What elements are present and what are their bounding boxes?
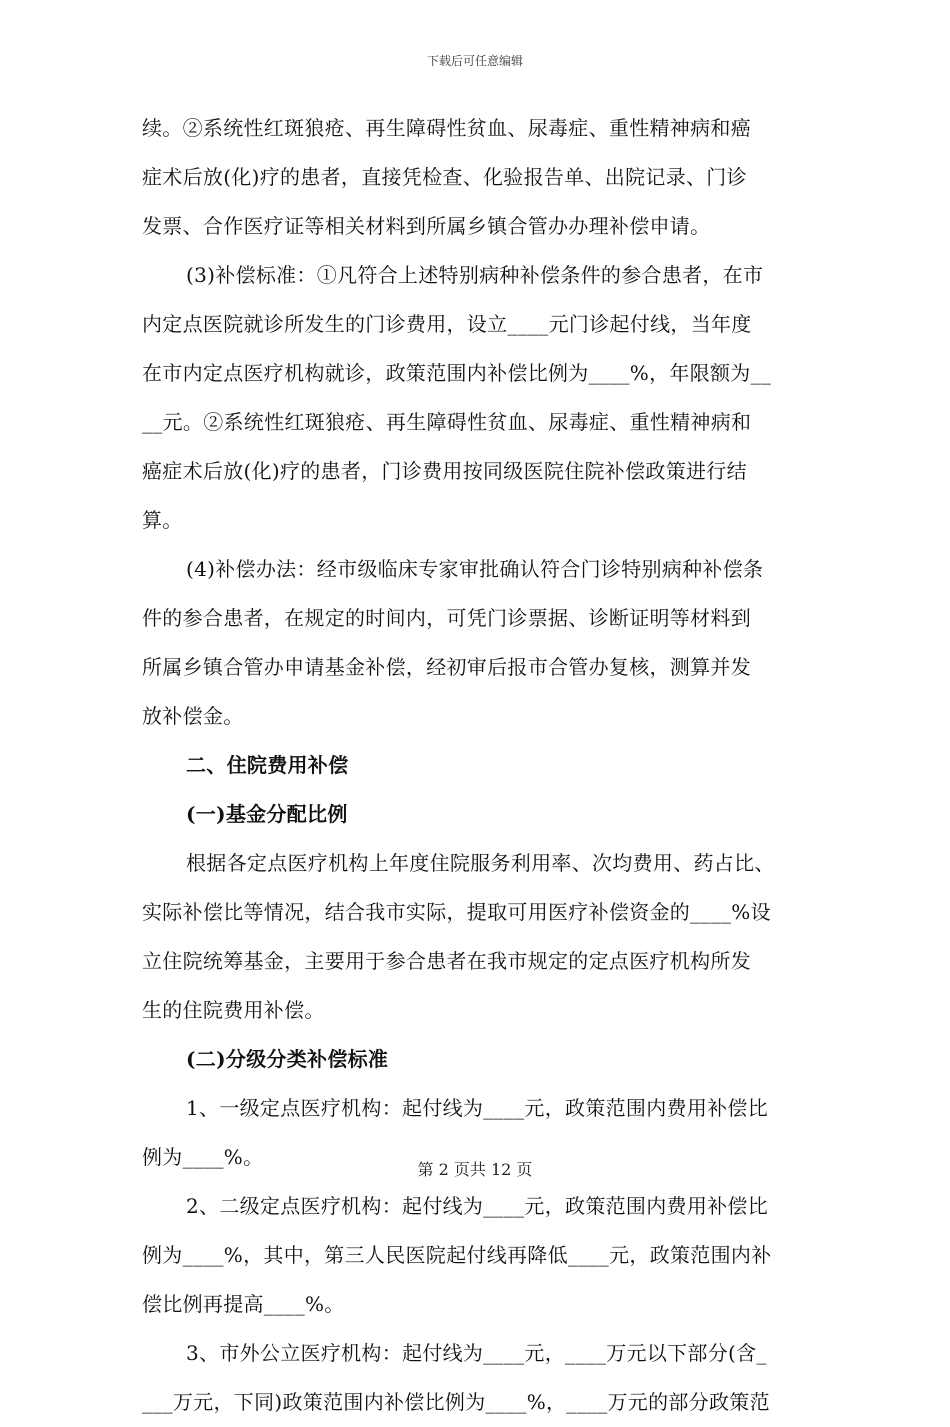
paragraph-line: 1、一级定点医疗机构：起付线为____元，政策范围内费用补偿比 — [186, 1096, 769, 1120]
paragraph-line: (3)补偿标准：①凡符合上述特别病种补偿条件的参合患者，在市 — [186, 263, 764, 287]
paragraph-line: 实际补偿比等情况，结合我市实际，提取可用医疗补偿资金的____%设 — [142, 900, 771, 924]
subsection-heading: (二)分级分类补偿标准 — [186, 1047, 389, 1071]
paragraph-line: 件的参合患者，在规定的时间内，可凭门诊票据、诊断证明等材料到 — [142, 606, 751, 630]
section-heading: 二、住院费用补偿 — [186, 753, 349, 777]
paragraph-line: 在市内定点医疗机构就诊，政策范围内补偿比例为____%，年限额为__ — [142, 361, 772, 385]
paragraph-line: 生的住院费用补偿。 — [142, 998, 325, 1022]
paragraph-line: 3、市外公立医疗机构：起付线为____元，____万元以下部分(含_ — [186, 1341, 767, 1365]
paragraph-line: (4)补偿办法：经市级临床专家审批确认符合门诊特别病种补偿条 — [186, 557, 764, 581]
paragraph-line: 发票、合作医疗证等相关材料到所属乡镇合管办办理补偿申请。 — [142, 214, 711, 238]
paragraph-line: 所属乡镇合管办申请基金补偿，经初审后报市合管办复核，测算并发 — [142, 655, 751, 679]
paragraph-line: 例为____%，其中，第三人民医院起付线再降低____元，政策范围内补 — [142, 1243, 772, 1267]
paragraph-line: 2、二级定点医疗机构：起付线为____元，政策范围内费用补偿比 — [186, 1194, 769, 1218]
paragraph-line: ___万元，下同)政策范围内补偿比例为____%，____万元的部分政策范 — [142, 1390, 770, 1414]
paragraph-line: 偿比例再提高____%。 — [142, 1292, 345, 1316]
paragraph-line: 放补偿金。 — [142, 704, 244, 728]
paragraph-line: 症术后放(化)疗的患者，直接凭检查、化验报告单、出院记录、门诊 — [142, 165, 747, 189]
paragraph-line: 例为____%。 — [142, 1145, 264, 1169]
paragraph-line: 内定点医院就诊所发生的门诊费用，设立____元门诊起付线，当年度 — [142, 312, 752, 336]
paragraph-line: 立住院统筹基金，主要用于参合患者在我市规定的定点医疗机构所发 — [142, 949, 751, 973]
paragraph-line: __元。②系统性红斑狼疮、再生障碍性贫血、尿毒症、重性精神病和 — [142, 410, 752, 434]
document-body — [142, 104, 812, 1427]
paragraph-line: 续。②系统性红斑狼疮、再生障碍性贫血、尿毒症、重性精神病和癌 — [142, 116, 751, 140]
subsection-heading: (一)基金分配比例 — [186, 802, 348, 826]
paragraph-line: 癌症术后放(化)疗的患者，门诊费用按同级医院住院补偿政策进行结 — [142, 459, 747, 483]
paragraph-line: 根据各定点医疗机构上年度住院服务利用率、次均费用、药占比、 — [186, 851, 775, 875]
paragraph-line: 算。 — [142, 508, 183, 532]
page-number: 第 2 页共 12 页 — [417, 1160, 533, 1179]
page-header: 下载后可任意编辑 — [426, 54, 523, 68]
